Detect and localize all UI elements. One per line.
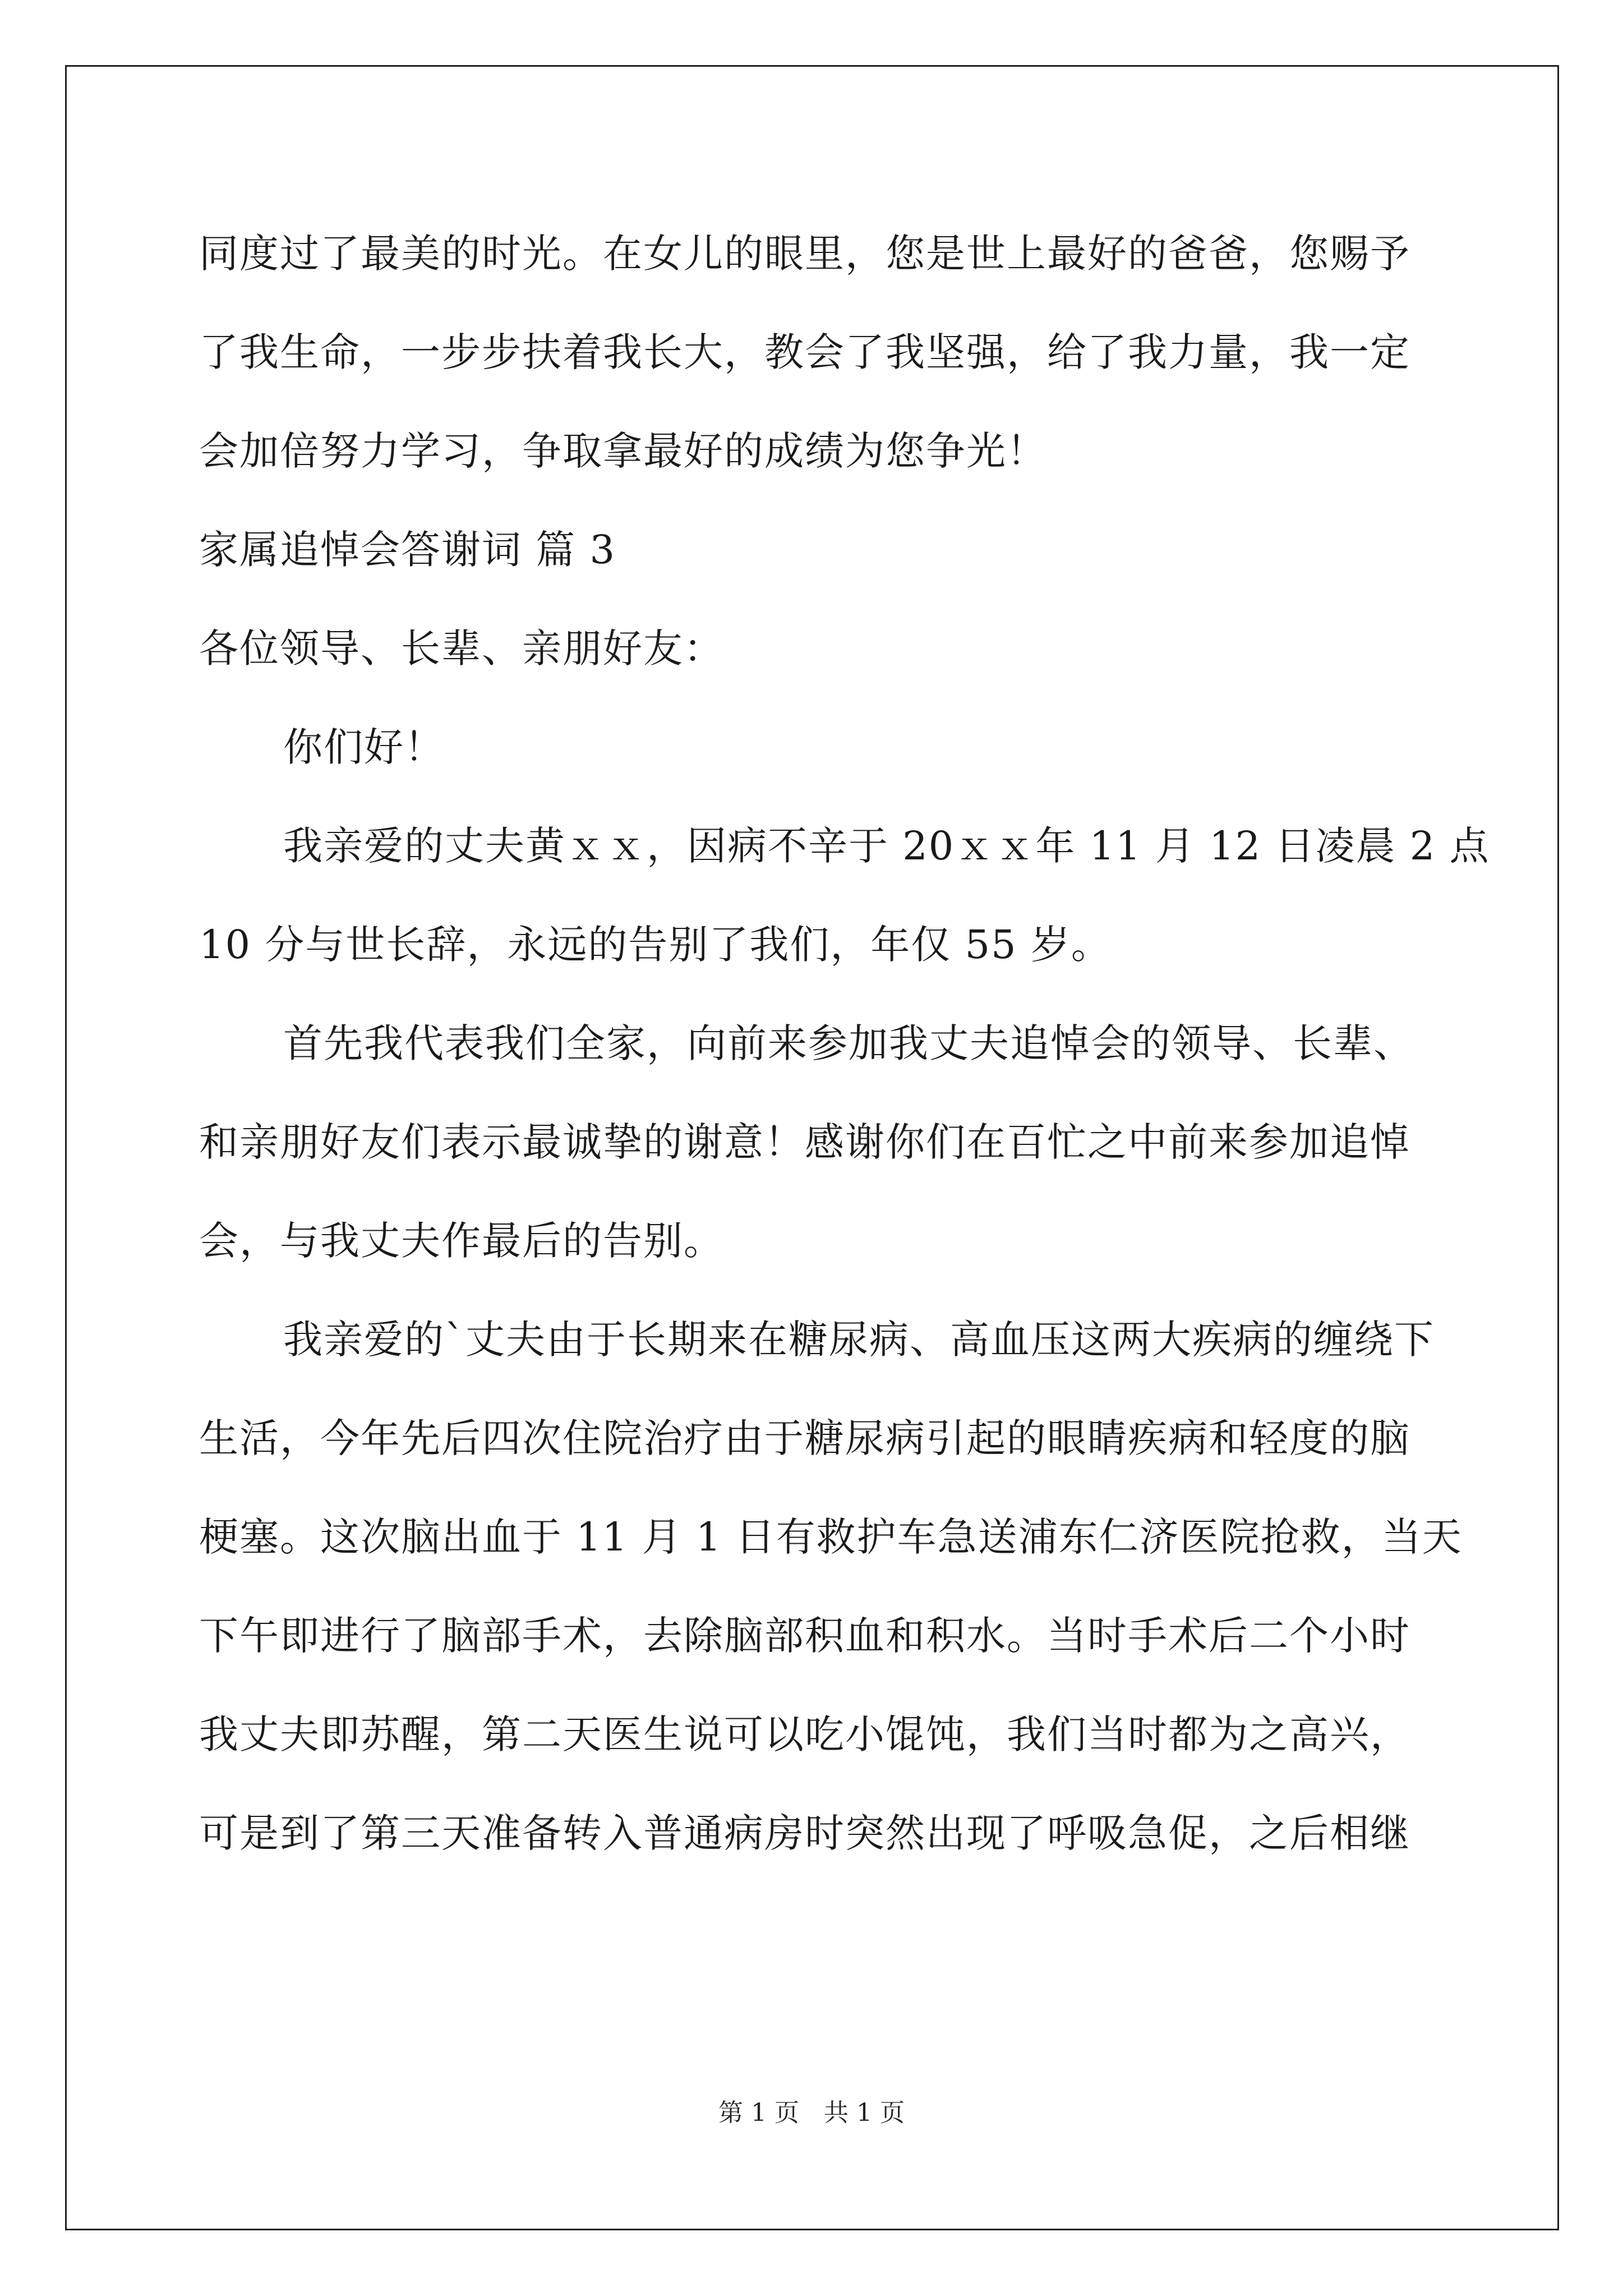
text-line: 首先我代表我们全家，向前来参加我丈夫追悼会的领导、长辈、 — [283, 1020, 1414, 1066]
text-line: 会，与我丈夫作最后的告别。 — [199, 1218, 724, 1264]
text-line: 梗塞。这次脑出血于 11 月 1 日有救护车急送浦东仁济医院抢救，当天 — [199, 1514, 1463, 1560]
text-line: 了我生命，一步步扶着我长大，教会了我坚强，给了我力量，我一定 — [199, 329, 1410, 375]
text-line: 我亲爱的丈夫黄ｘｘ，因病不辛于 20ｘｘ年 11 月 12 日凌晨 2 点 — [283, 823, 1490, 869]
text-line: 可是到了第三天准备转入普通病房时突然出现了呼吸急促，之后相继 — [199, 1810, 1410, 1856]
text-line: 下午即进行了脑部手术，去除脑部积血和积水。当时手术后二个小时 — [199, 1613, 1410, 1659]
text-line: 和亲朋好友们表示最诚挚的谢意！感谢你们在百忙之中前来参加追悼 — [199, 1119, 1410, 1165]
text-line: 10 分与世长辞，永远的告别了我们，年仅 55 岁。 — [199, 922, 1112, 968]
salutation: 各位领导、长辈、亲朋好友： — [199, 625, 724, 671]
text-line: 我丈夫即苏醒，第二天医生说可以吃小馄饨，我们当时都为之高兴， — [199, 1711, 1410, 1757]
text-line: 我亲爱的`丈夫由于长期来在糖尿病、高血压这两大疾病的缠绕下 — [283, 1317, 1435, 1363]
text-line: 生活，今年先后四次住院治疗由于糖尿病引起的眼睛疾病和轻度的脑 — [199, 1415, 1410, 1461]
page-number: 第 1 页 共 1 页 — [718, 2099, 905, 2127]
text-line: 会加倍努力学习，争取拿最好的成绩为您争光！ — [199, 428, 1047, 474]
text-line: 同度过了最美的时光。在女儿的眼里，您是世上最好的爸爸，您赐予 — [199, 231, 1410, 277]
greeting: 你们好！ — [283, 724, 445, 770]
section-heading: 家属追悼会答谢词 篇 3 — [199, 527, 616, 573]
